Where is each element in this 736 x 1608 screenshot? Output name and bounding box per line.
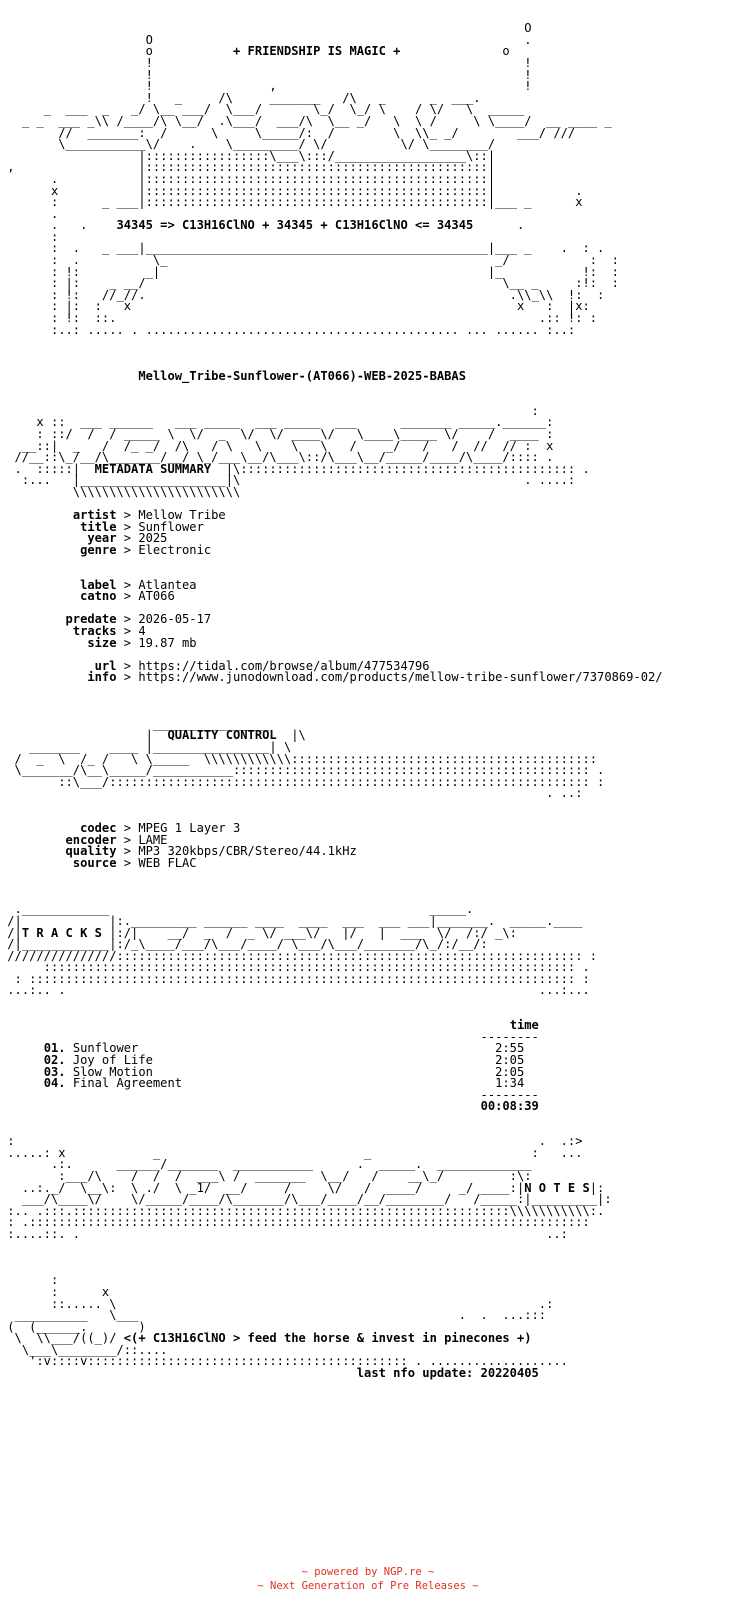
meta-title-label: title [80, 519, 117, 534]
meta-label-label: label [80, 577, 117, 592]
qc-codec: MPEG 1 Layer 3 [138, 821, 241, 836]
notes-section-title: N O T E S [524, 1180, 590, 1195]
nfo-document: O O . o + FRIENDSHIP IS MAGIC + o ! ! ! ! ! , ! ! _ /\ _______ /\ _ _ ___. _ ___ _ _/ \__ ___/ \___/ \_/ \_/ \ / \/ \ _____ _ _ ___ _\\ /____/\ \__/ .\___/ ___/\ \__ _/ \ \ / \ \____/ __ ____ _ // _______: / \ \_____/: / \ \\_ _/ ___/ /// \___________\/ . \_________/ \/ \/ \________/ |:::::::::::::::::\___\:::/__________________\::| , |:::::::::::::::::::::::::::::::::::::::::::::::| . |:::::::::::::::::::::::::::::::::::::::::::::::| x |:::::::::::::::::::::::::::::::::::::::::::::::| . : _ ___|:::::::::::::::::::::::::::::::::::::::::::::::|___ _ x . . . 34345 => C13H16ClNO + 34345 + C13H16ClNO <= 34345 . : : . _ ___|_______________________________________________|___ _ . : . : . \_ _/ : : : !: _| |_ !: : : |: _ __/ \__ _ :!: : : !: //_//. .\\_\\ !: : : |: : x x : |x: : !: ::. .:: !: : :..: ..... . ........................................... ... ...... :..: Mellow_Tribe-Sunflower-(AT066)-WEB-2025-BABAS : x :: ___ ______ ___ _____ ___ _____ ___ _______ _____.______: : ::/ / / _____ \ \/ _ \/ \/ ____\/ \____\_____ \/ / ____ : __::| _ / /_ _/ /\ / \ \ \ \ / _/ / / // // : x //__::\_/__/\_______/__/ \_/___\__/\___\::/\___\__/_____/____/\____/:::: . . :::::| METADATA SUMMARY |\:::::::::::::::::::::::::::::::::::::::::::::: . :... |____________________|\ . ....: \\\\\\\\\\\\\\\\\\\\\\\ artist > Mellow Tribe title > Sunflower year > 2025 genre > Electronic label > Atlantea catno > AT066 predate > 2026-05-17 tracks > 4 size > 19.87 mb url > https://tidal.com/browse/album/477534796 info > https://www.junodownload.com/products/mellow-tribe-sunflower/7370869-02/ ________________ | QUALITY CONTROL |\ _______ ____ |________________| \ / _ \ /_ / \ \_____ \\\\\\\\\\\\:::::::::::::::::::::::::::::::::::::::::: \_______/\__\_____/___________::::::::::::::::::::::::::::::::::::::::::::::::: . ::\___/:::::::::::::::::::::::::::::::::::::::::::::::::::::::::::::::::: : . ..: codec > MPEG 1 Layer 3 encoder > LAME quality > MP3 320kbps/CBR/Stereo/44.1kHz source > WEB FLAC .____________ _____. /| |:._________ ______ ____ ____ ___ ___ ___|_______. _____.____ /|T R A C K S |:/| __/ _ / _ \/ ___\/ |/ | ___ \/ /:/ _\: /|____________|:/_\____/___/\___/____/ \___/\___/_______/\_/:/__/: ///////////////:::::::::::::::::::::::::::::::::::::::::::::::::::::::::::::::: : ::::::::::::::::::::::::::::::::::::::::::::::::::::::::::::::::::::::::: . : ::::::::::::::::::::::::::::::::::::::::::::::::::::::::::::::::::::::::::: : ...:.. . ...:... time -------- 01. Sunflower 2:55 02. Joy of Life 2:05 03. Slow Motion 2:05 04. Final Agreement 1:34 -------- 00:08:39 : . .:> .....: x _ _ : ... .:. ______/_______ ___________ . _____. _____________ :___/\ / / / ___\ / _______ \__/ / __\_/ :\: ..:._/ \__\: \ ./ \ _1/ __/ / \/ / ____/ _/ ____:|N O T E S|: ___/\____\/ \/_____/____/\_______/\___/____/__/________/ /_____:|_________|: :.. .:::.::::::::::::::::::::::::::::::::::::::::::::::::::::::::::::\\\\\\\\\\\:. : .::::::::::::::::::::::::::::::::::::::::::::::::::::::::::::::::::::::::::::: :....::. . ..: : : x ::..... \ .: __________ \___ . . ...::: ( (______. ) \ \\___/((_)/ <(+ C13H16ClNO > feed the horse & invest in pinecones +) \___\________/::.... ':v::::v:::::::::::::::::::::::::::::::::::::::::::: . ................... last nfo update: 20220405 [7, 21, 663, 1381]
qc-codec-label: codec [80, 821, 117, 836]
track-1-title: Sunflower [72, 1041, 139, 1056]
meta-label: Atlantea [138, 577, 197, 592]
meta-size: 19.87 mb [138, 635, 197, 650]
meta-artist: Mellow Tribe [138, 508, 226, 523]
qc-encoder-label: encoder [65, 832, 117, 847]
meta-catno: AT066 [138, 589, 175, 604]
track-1-num: 01. [43, 1041, 66, 1056]
meta-genre: Electronic [138, 542, 212, 557]
tracklist-total: 00:08:39 [480, 1099, 539, 1114]
qc-encoder: LAME [138, 832, 168, 847]
track-3-title: Slow Motion [72, 1064, 153, 1079]
tracks-section-title: T R A C K S [21, 925, 102, 940]
meta-info[interactable]: https://www.junodownload.com/products/mellow-tribe-sunflower/7370869-02/ [138, 670, 663, 685]
track-3-time: 2:05 [495, 1064, 525, 1079]
track-2-time: 2:05 [495, 1053, 525, 1068]
meta-url-label: url [94, 658, 117, 673]
qc-source: WEB FLAC [138, 855, 197, 870]
metadata-section-title: METADATA SUMMARY [94, 461, 212, 476]
track-3-num: 03. [43, 1064, 66, 1079]
quality-section-title: QUALITY CONTROL [167, 728, 277, 743]
meta-artist-label: artist [72, 508, 117, 523]
meta-catno-label: catno [80, 589, 117, 604]
meta-genre-label: genre [80, 542, 117, 557]
meta-year-label: year [87, 531, 117, 546]
meta-title: Sunflower [138, 519, 204, 534]
track-4-title: Final Agreement [72, 1076, 183, 1091]
track-2-num: 02. [43, 1053, 66, 1068]
meta-info-label: info [87, 670, 117, 685]
qc-quality: MP3 320kbps/CBR/Stereo/44.1kHz [138, 844, 357, 859]
track-1-time: 2:55 [495, 1041, 525, 1056]
qc-source-label: source [72, 855, 117, 870]
last-update: last nfo update: 20220405 [356, 1366, 539, 1381]
track-4-time: 1:34 [495, 1076, 525, 1091]
closing-motto: <(+ C13H16ClNO > feed the horse & invest in pinecones +) [123, 1331, 532, 1346]
track-2-title: Joy of Life [72, 1053, 153, 1068]
meta-tracks: 4 [138, 624, 146, 639]
meta-predate-label: predate [65, 612, 117, 627]
meta-year: 2025 [138, 531, 168, 546]
footer-powered-link[interactable]: ~ powered by NGP.re ~ [301, 1566, 435, 1578]
banner-tagline: + FRIENDSHIP IS MAGIC + [233, 44, 401, 59]
track-4-num: 04. [43, 1076, 66, 1091]
tracklist-time-header: time [509, 1018, 539, 1033]
qc-quality-label: quality [65, 844, 117, 859]
meta-size-label: size [87, 635, 117, 650]
release-name: Mellow_Tribe-Sunflower-(AT066)-WEB-2025-BABAS [138, 369, 466, 383]
footer-tagline: ~ Next Generation of Pre Releases ~ [257, 1580, 479, 1592]
meta-tracks-label: tracks [72, 624, 117, 639]
meta-url[interactable]: https://tidal.com/browse/album/477534796 [138, 658, 430, 673]
banner-equation: 34345 => C13H16ClNO + 34345 + C13H16ClNO <= 34345 [116, 218, 474, 233]
footer [0, 1565, 736, 1593]
meta-predate: 2026-05-17 [138, 612, 212, 627]
